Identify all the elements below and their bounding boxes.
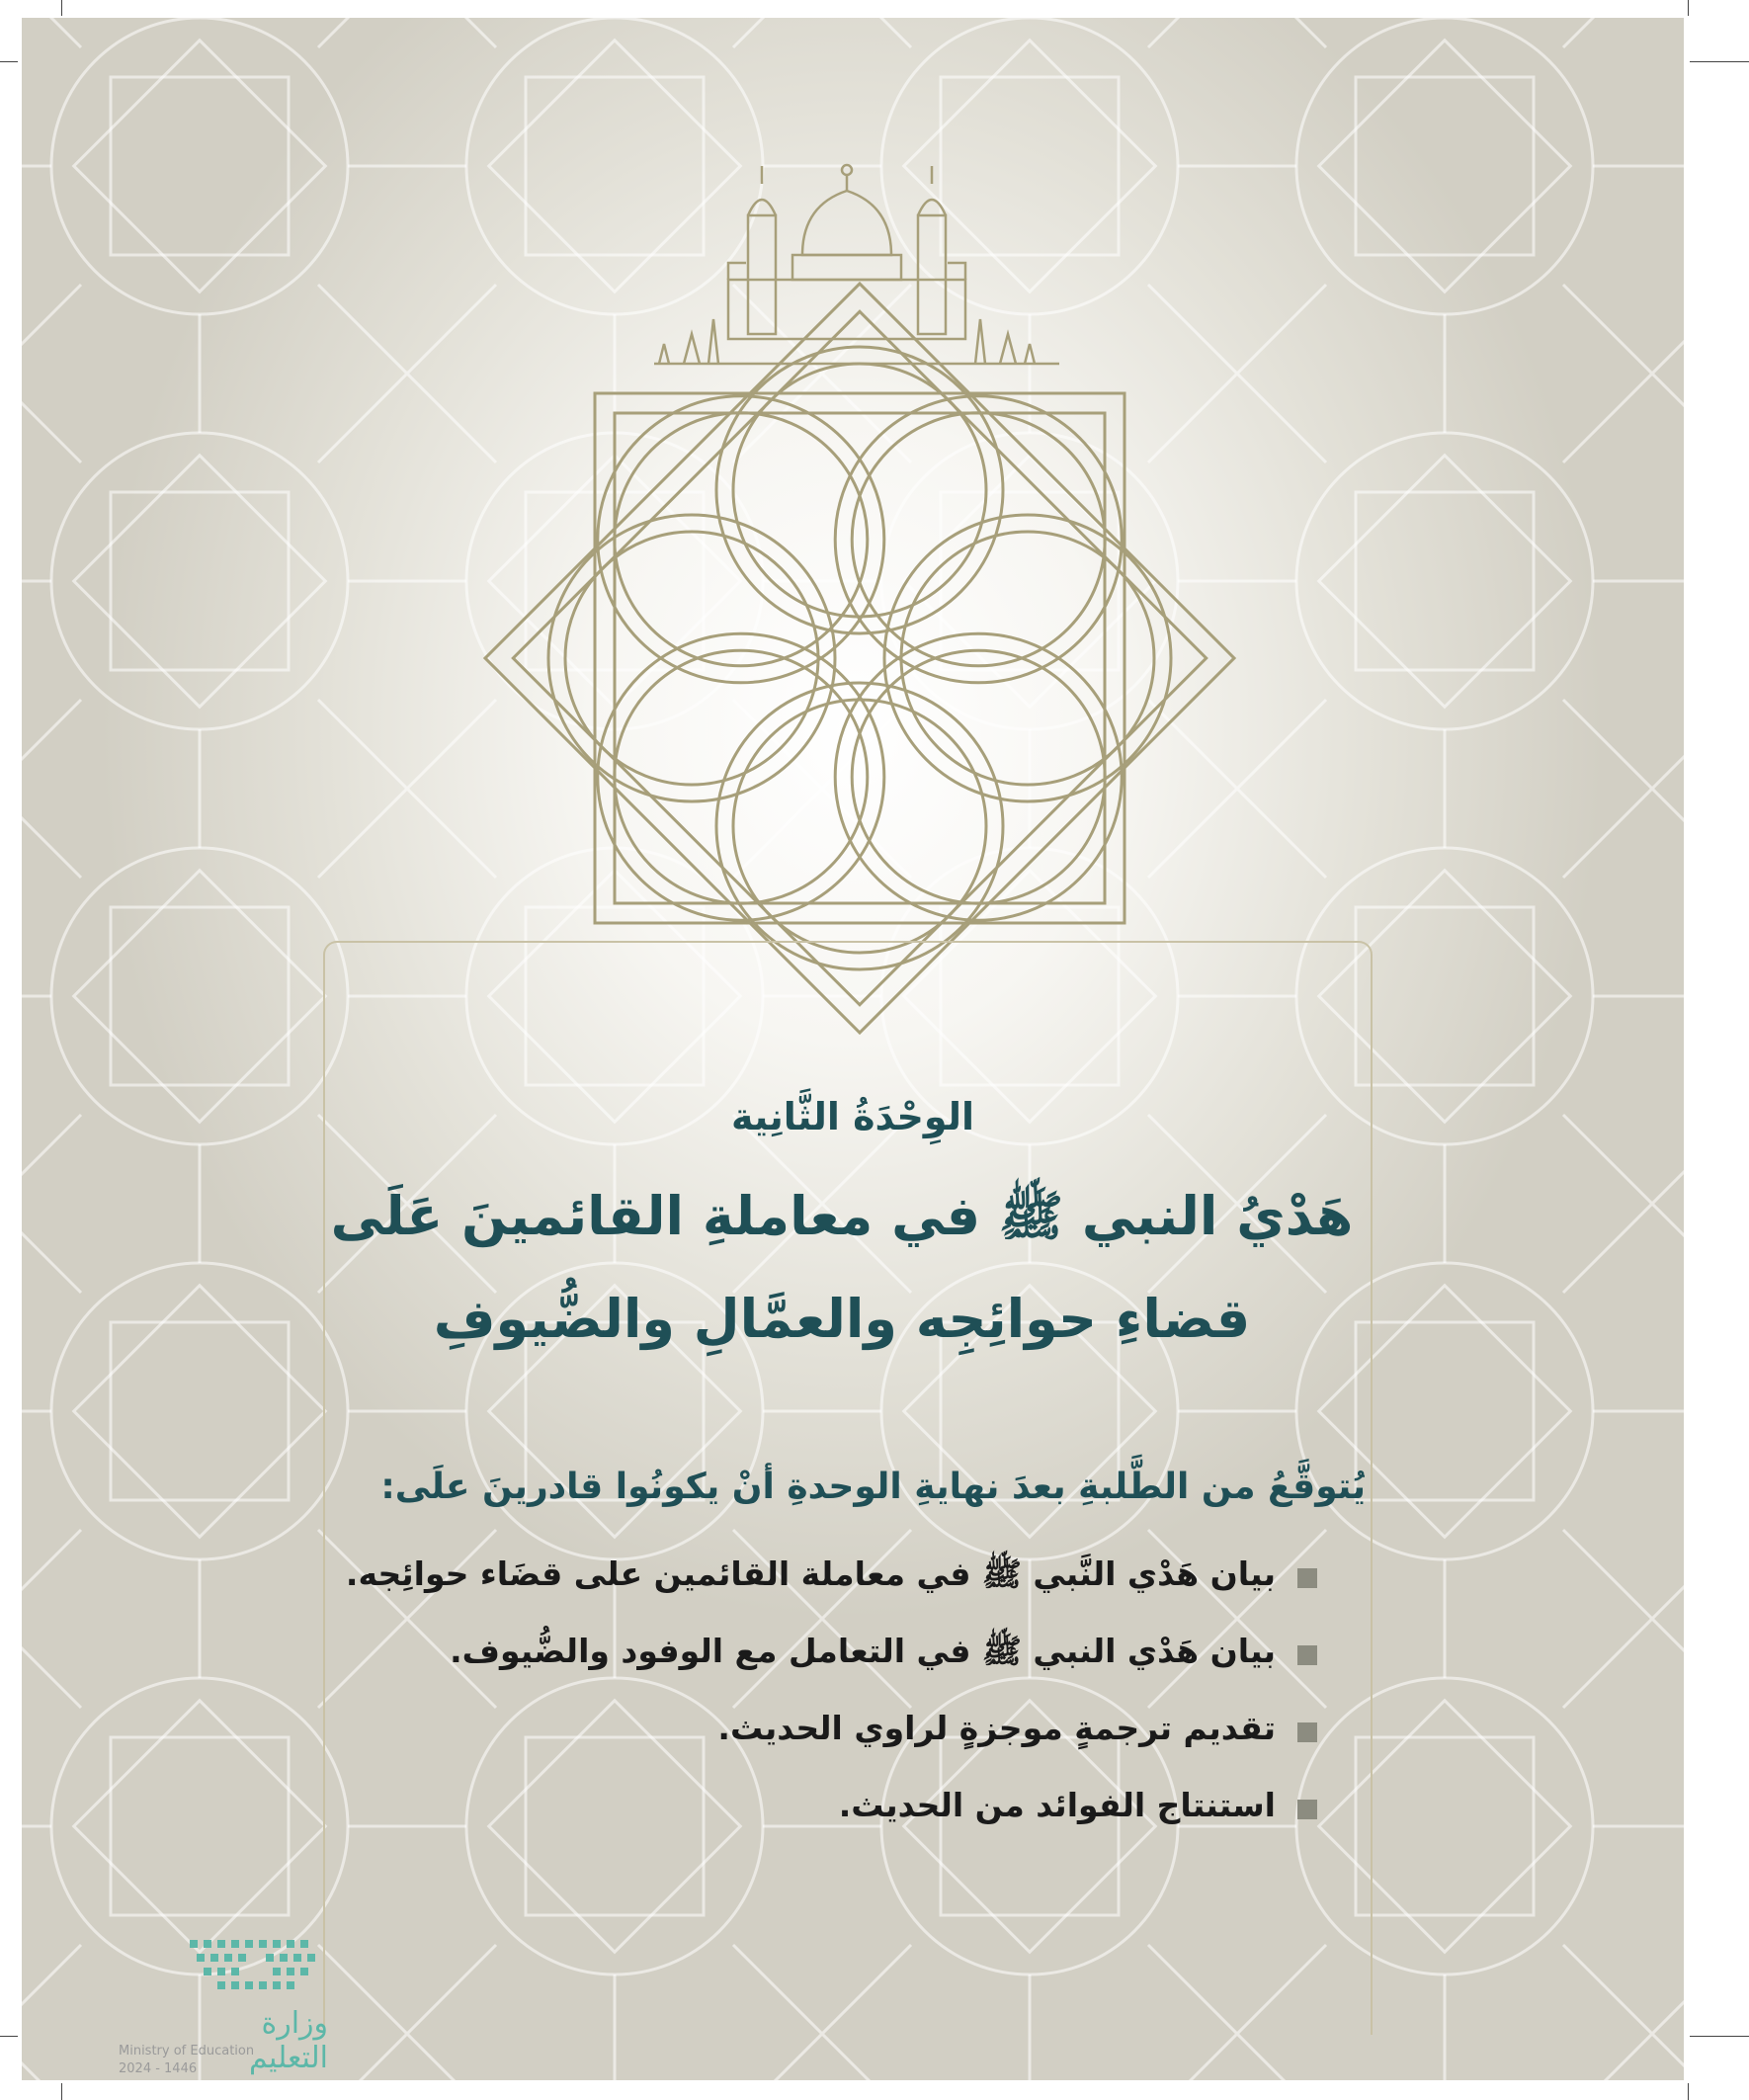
unit-label: الوِحْدَةُ الثَّانِية [730, 1095, 975, 1138]
ministry-name-en: Ministry of Education [119, 2044, 255, 2058]
objective-item [323, 1554, 1311, 1604]
objectives-list [323, 1554, 1311, 1863]
ministry-name-ar: وزارة التعليم [249, 2006, 328, 2075]
objective-item [323, 1786, 1311, 1835]
objective-text: تقديم ترجمةٍ موجزةٍ لراوي الحديث. [717, 1709, 1276, 1747]
page [22, 18, 1684, 2080]
crop-mark [0, 61, 18, 62]
objectives-intro: يُتوقَّعُ من الطَّلبةِ بعدَ نهايةِ الوحدةِ أنْ يكونُوا قادرينَ علَى: [380, 1467, 1366, 1507]
rosette-emblem [22, 18, 1684, 1085]
objective-item [323, 1632, 1311, 1681]
crop-mark [1688, 0, 1689, 16]
objective-text: استنتاج الفوائد من الحديث. [838, 1786, 1276, 1824]
crop-mark [1690, 2036, 1749, 2037]
square-bullet-icon [1297, 1800, 1317, 1819]
crop-mark [61, 0, 62, 16]
square-bullet-icon [1297, 1568, 1317, 1588]
crop-mark [1688, 2083, 1689, 2100]
objective-item [323, 1709, 1311, 1758]
objective-text: بيان هَدْي النَّبي ﷺ في معاملة القائمين على قضَاء حوائِجه. [345, 1554, 1276, 1593]
unit-title-line-2: قضاءِ حوائِجِه والعمَّالِ والضُّيوفِ [433, 1288, 1251, 1350]
crop-mark [1690, 61, 1749, 62]
crop-mark [0, 2036, 18, 2037]
crop-mark [61, 2083, 62, 2100]
mosque-icon [654, 165, 1059, 364]
square-bullet-icon [1297, 1645, 1317, 1665]
square-bullet-icon [1297, 1722, 1317, 1742]
unit-title-line-1: هَدْيُ النبي ﷺ في معاملةِ القائمينَ عَلَى [330, 1185, 1354, 1247]
objective-text: بيان هَدْي النبي ﷺ في التعامل مع الوفود والضُّيوف. [450, 1632, 1276, 1670]
ministry-year: 2024 - 1446 [119, 2061, 198, 2076]
